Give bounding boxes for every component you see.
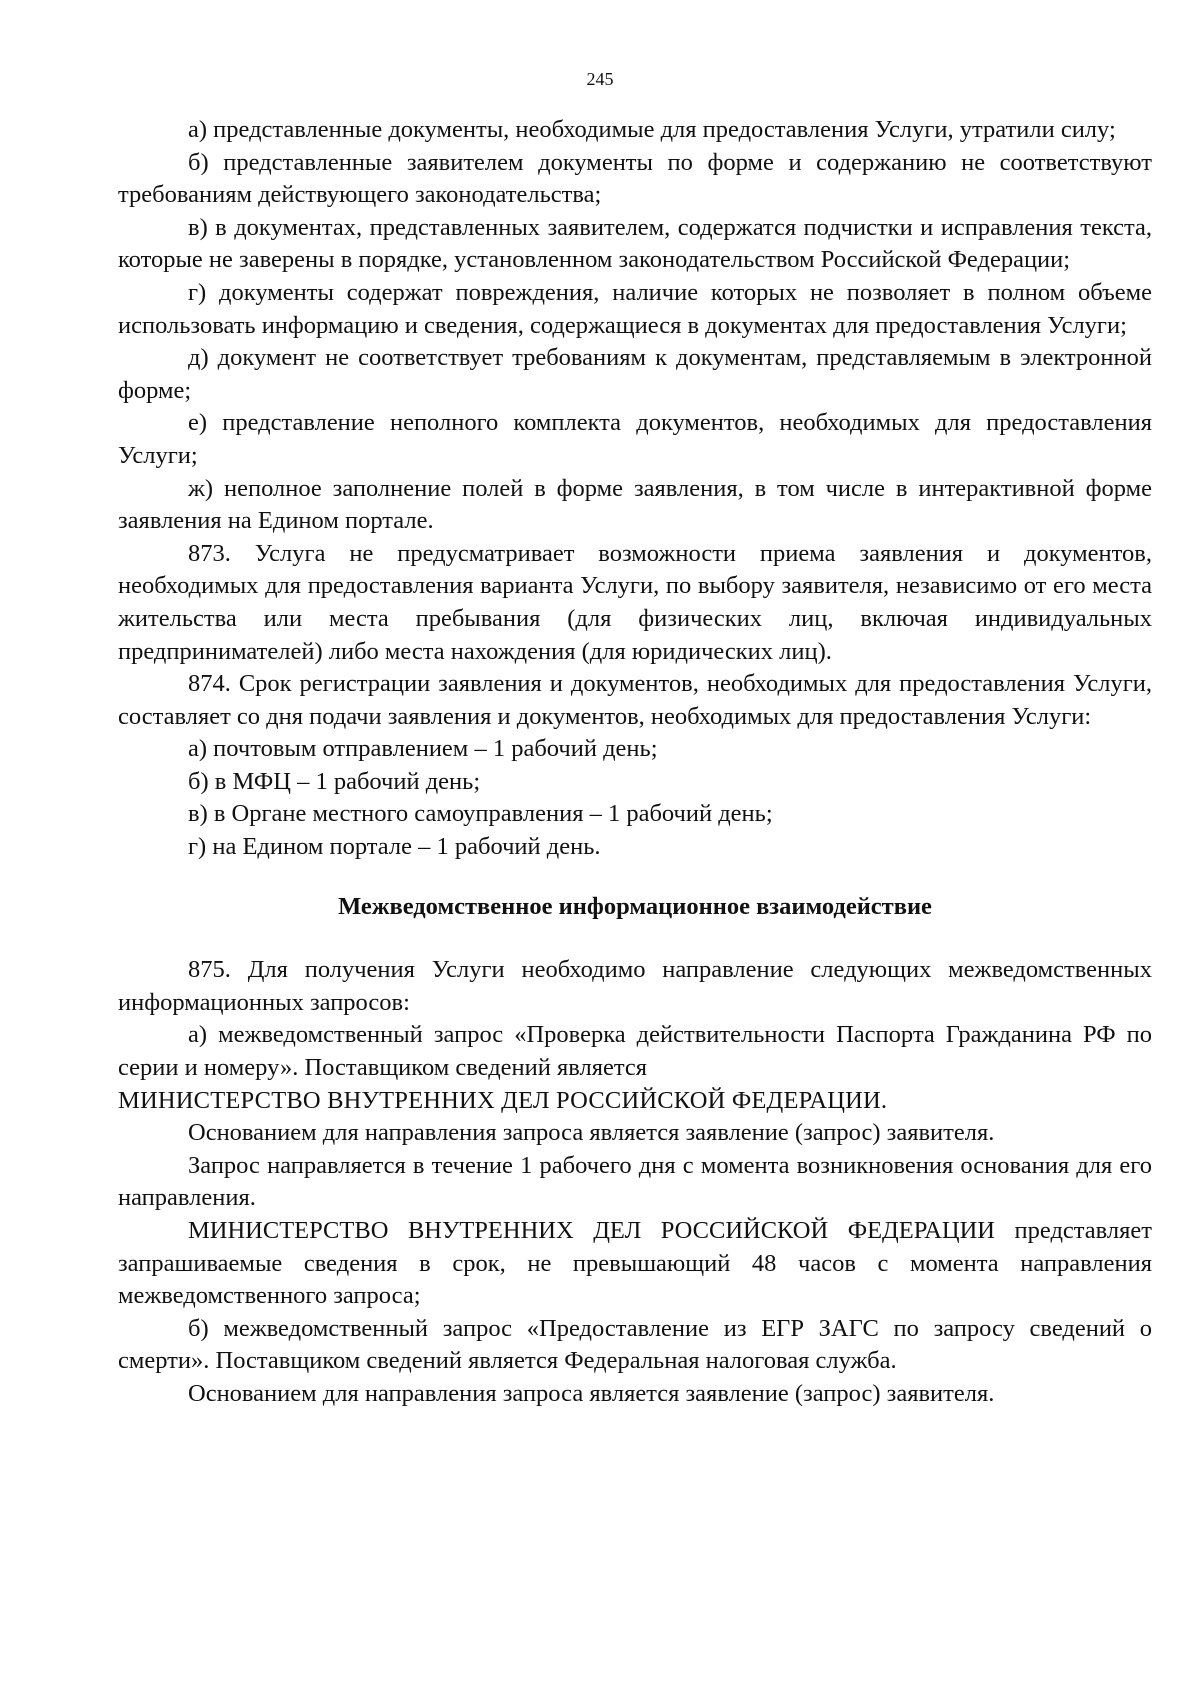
paragraph-875-b: б) межведомственный запрос «Предоставление из ЕГР ЗАГС по запросу сведений о смерти». Поставщиком сведений является Федеральная налоговая служба. [118,1314,1152,1375]
document-body [118,114,1152,1411]
paragraph-refusal-v: в) в документах, представленных заявителем, содержатся подчистки и исправления текста, которые не заверены в порядке, установленном законодательством Российской Федерации; [118,213,1152,274]
paragraph-refusal-b: б) представленные заявителем документы по форме и содержанию не соответствуют требованиям действующего законодательства; [118,148,1152,209]
page-number: 245 [586,69,614,89]
paragraph-874-g: г) на Едином портале – 1 рабочий день. [188,833,601,861]
section-heading: Межведомственное информационное взаимодействие [338,892,932,920]
paragraph-refusal-g: г) документы содержат повреждения, наличие которых не позволяет в полном объеме использовать информацию и сведения, содержащиеся в документах для предоставления Услуги; [118,278,1152,339]
ministry-name: МИНИСТЕРСТВО ВНУТРЕННИХ ДЕЛ РОССИЙСКОЙ ФЕДЕРАЦИИ. [118,1086,888,1114]
paragraph-874-v: в) в Органе местного самоуправления – 1 рабочий день; [188,800,773,828]
paragraph-refusal-d: д) документ не соответствует требованиям к документам, представляемым в электронной форме; [118,344,1152,404]
paragraph-874-b: б) в МФЦ – 1 рабочий день; [188,767,481,795]
paragraph-basis-2: Основанием для направления запроса является заявление (запрос) заявителя. [188,1379,995,1407]
paragraph-refusal-zh: ж) неполное заполнение полей в форме заявления, в том числе в интерактивной форме заявления на Едином портале. [118,474,1152,535]
paragraph-875-a-ministry [118,1085,1152,1118]
paragraph-request-term: Запрос направляется в течение 1 рабочего дня с момента возникновения основания для его направления. [118,1151,1152,1212]
paragraph-875: 875. Для получения Услуги необходимо направление следующих межведомственных информационных запросов: [118,956,1152,1016]
paragraph-basis-1: Основанием для направления запроса является заявление (запрос) заявителя. [188,1119,995,1147]
paragraph-874-a: а) почтовым отправлением – 1 рабочий день; [188,735,658,763]
paragraph-873: 873. Услуга не предусматривает возможности приема заявления и документов, необходимых для предоставления варианта Услуги, по выбору заявителя, независимо от его места жительства или места пребывания (для физических лиц, включая индивидуальных предпринимателей) либо места нахождения (для юридических лиц). [118,539,1152,665]
paragraph-refusal-a: а) представленные документы, необходимые для предоставления Услуги, утратили силу; [188,116,1116,143]
paragraph-875-a: а) межведомственный запрос «Проверка действительности Паспорта Гражданина РФ по серии и номеру». Поставщиком сведений является [118,1021,1152,1082]
paragraph-refusal-e: е) представление неполного комплекта документов, необходимых для предоставления Услуги; [118,409,1152,469]
paragraph-ministry-response: МИНИСТЕРСТВО ВНУТРЕННИХ ДЕЛ РОССИЙСКОЙ ФЕДЕРАЦИИ представляет запрашиваемые сведения в срок, не превышающий 48 часов с момента направления межведомственного запроса; [118,1217,1152,1310]
paragraph-874: 874. Срок регистрации заявления и документов, необходимых для предоставления Услуги, составляет со дня подачи заявления и документов, необходимых для предоставления Услуги: [118,670,1152,730]
